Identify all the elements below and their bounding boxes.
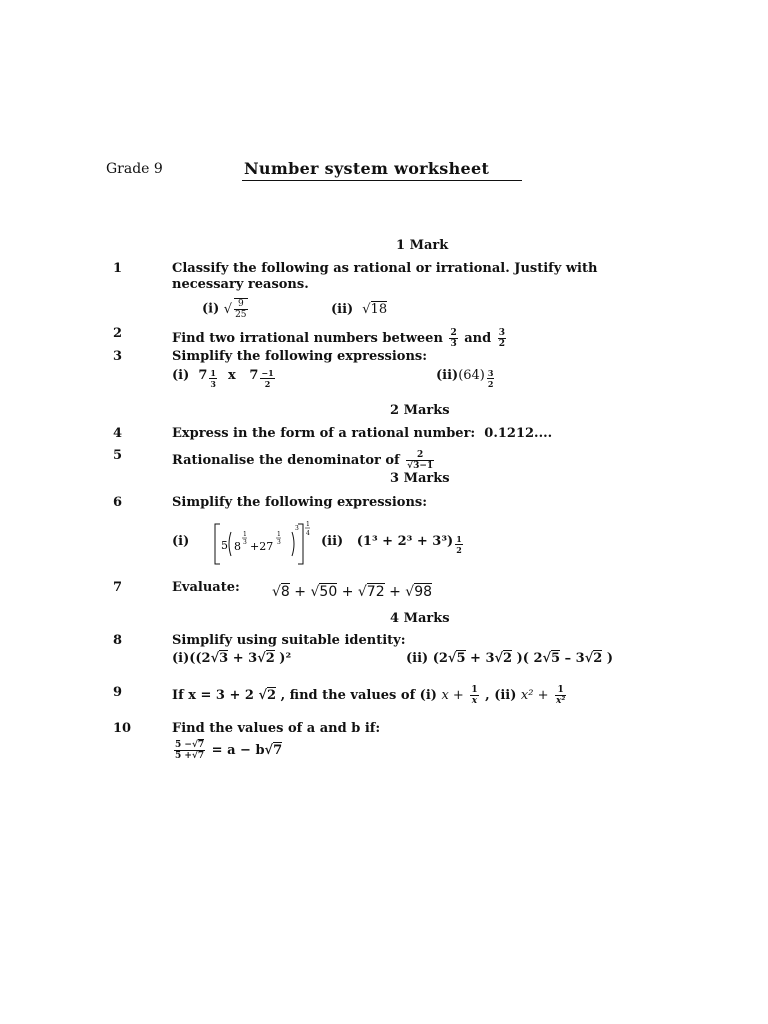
question-9-text: If x = 3 + 2 √2 , find the values of (i) x + $\frac{1}{x}$ , (ii) x² + $\frac{1}{\text{x²}}$	[172, 685, 566, 706]
question-3-text: Simplify the following expressions:	[172, 349, 428, 364]
question-8-part-i: (i)((2√3 + 3√2 )²	[172, 651, 292, 666]
section-1-mark: 1 Mark	[396, 238, 449, 253]
question-8-text: Simplify using suitable identity:	[172, 633, 406, 648]
question-5-number: 5	[113, 448, 123, 463]
expr-e8d: 3	[243, 539, 247, 546]
question-3-number: 3	[113, 349, 123, 364]
question-7-text: Evaluate:	[172, 580, 240, 595]
question-1-number: 1	[113, 261, 123, 276]
question-10-equation: $\frac{5 -√7}{5 +√7}$ = a − b√7	[175, 740, 283, 761]
question-6-part-i-expression	[212, 520, 317, 564]
question-6-part-ii: (ii) (1³ + 2³ + 3³) $\frac{1}{2}$	[321, 534, 462, 555]
expr-five: 5	[221, 539, 228, 552]
section-2-marks: 2 Marks	[390, 403, 450, 418]
question-5-text: Rationalise the denominator of $\frac{2}{√3-1}$	[172, 450, 434, 471]
question-1-part-i: (i) √ $\frac{9}{25}$	[202, 299, 247, 320]
question-8-part-ii: (ii) (2√5 + 3√2 )( 2√5 – 3√2 )	[406, 651, 613, 666]
question-10-number: 10	[113, 721, 132, 736]
question-8-number: 8	[113, 633, 123, 648]
question-10-text: Find the values of a and b if:	[172, 721, 381, 736]
question-4-number: 4	[113, 426, 123, 441]
question-9-number: 9	[113, 685, 123, 700]
expr-e27n: 1	[277, 531, 281, 538]
question-6-number: 6	[113, 495, 123, 510]
expr-outer-d: 4	[306, 530, 310, 537]
worksheet-title: Number system worksheet	[244, 159, 490, 178]
question-7-expression: √8 + √50 + √72 + √98	[272, 584, 433, 600]
question-3-part-i: (i) 7 $\frac{1}{3}$ x 7 $\frac{-1}{2}$	[172, 368, 274, 389]
expr-plus27: +27	[250, 540, 274, 553]
question-2-number: 2	[113, 326, 123, 341]
question-6-part-i-label: (i)	[172, 534, 190, 549]
question-1-text-line2: necessary reasons.	[172, 277, 309, 292]
bracket-expression	[212, 520, 317, 566]
expr-eight: 8	[234, 540, 241, 553]
section-4-marks: 4 Marks	[390, 611, 450, 626]
question-6-text: Simplify the following expressions:	[172, 495, 428, 510]
section-3-marks: 3 Marks	[390, 471, 450, 486]
question-2-text: Find two irrational numbers between $\frac{2}{3}$ and $\frac{3}{2}$	[172, 328, 505, 349]
question-1-text: Classify the following as rational or irrational. Justify with	[172, 261, 598, 276]
expr-outer-n: 1	[306, 521, 310, 528]
expr-inner-exp: 3	[295, 525, 299, 532]
title-underline	[242, 180, 522, 181]
expr-e27d: 3	[277, 539, 281, 546]
question-3-part-ii: (ii)(64) $\frac{3}{2}$	[436, 368, 494, 389]
question-7-number: 7	[113, 580, 123, 595]
question-1-part-ii: (ii) √18	[331, 302, 388, 317]
expr-e8n: 1	[243, 531, 247, 538]
grade-label: Grade 9	[106, 161, 163, 177]
question-4-text: Express in the form of a rational number: 0.1212....	[172, 426, 553, 441]
